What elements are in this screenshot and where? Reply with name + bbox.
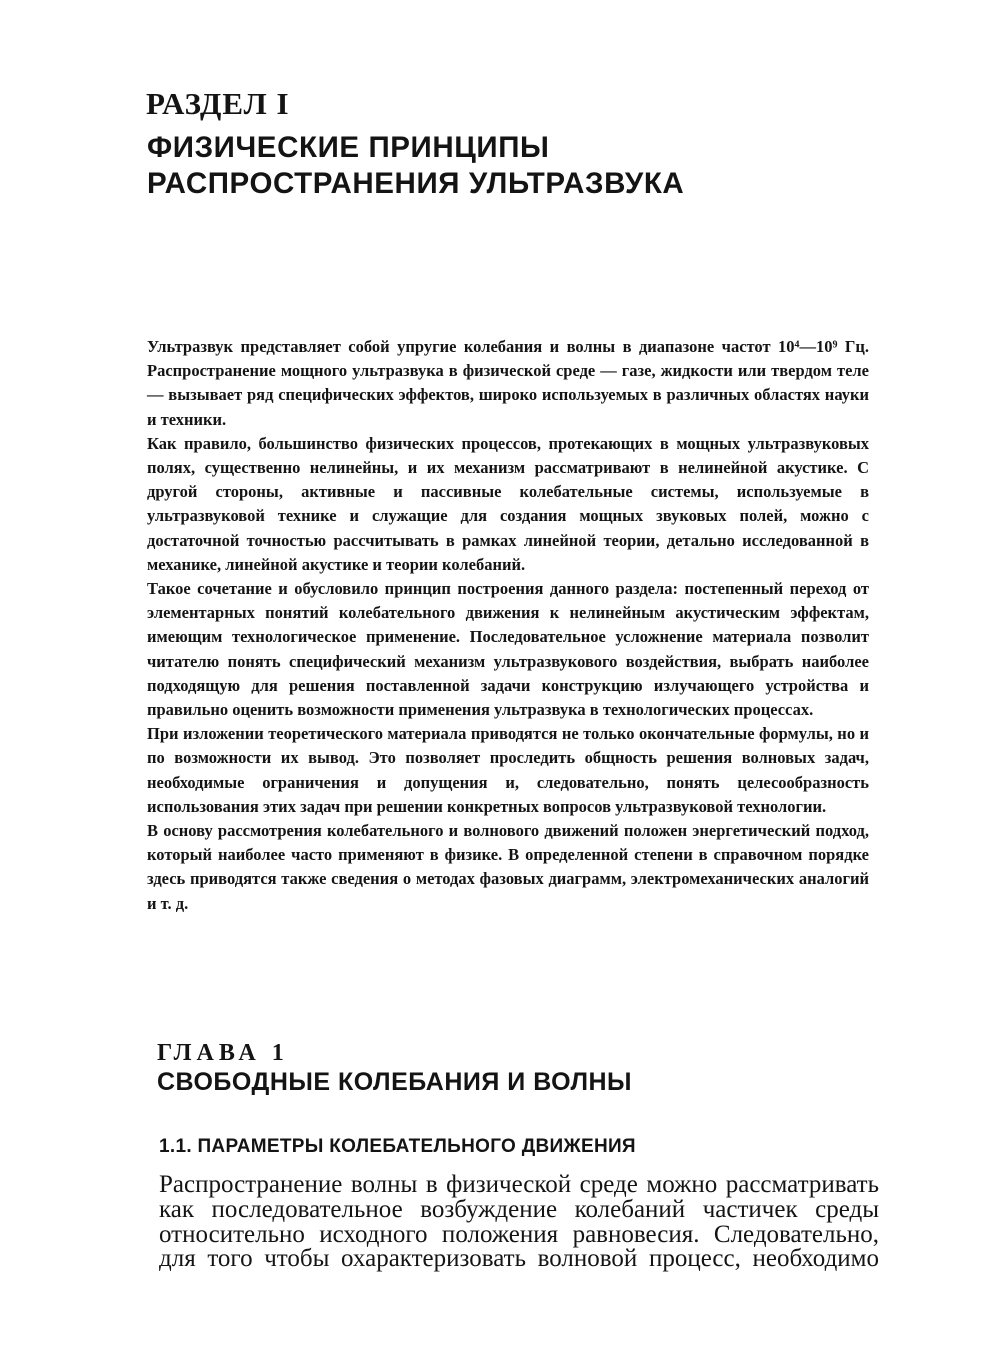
body-paragraph: Распространение волны в физической среде можно рассматривать как последовательное возбуждение колебаний частичек среды относительно исходного положения равновесия. Следовательно, для того чтобы охарактеризовать волновой процесс, необходимо bbox=[159, 1171, 879, 1273]
chapter-label: ГЛАВА 1 bbox=[157, 1040, 289, 1066]
intro-paragraph: В основу рассмотрения колебательного и волнового движений положен энергетический подход, который наиболее часто применяют в физике. В определенной степени в справочном порядке здесь приводятся также сведения о методах фазовых диаграмм, электромеханических аналогий и т. д. bbox=[147, 821, 869, 913]
section-label: РАЗДЕЛ I bbox=[146, 86, 290, 121]
chapter-title: СВОБОДНЫЕ КОЛЕБАНИЯ И ВОЛНЫ bbox=[157, 1068, 633, 1096]
subsection-title: 1.1. ПАРАМЕТРЫ КОЛЕБАТЕЛЬНОГО ДВИЖЕНИЯ bbox=[159, 1136, 636, 1157]
section-intro bbox=[147, 335, 869, 916]
intro-paragraph: Ультразвук представляет собой упругие колебания и волны в диапазоне частот 10⁴—10⁹ Гц. Распространение мощного ультразвука в физической среде — газе, жидкости или твердом теле — вызывает ряд специфических эффектов, широко используемых в различных областях науки и техники. bbox=[147, 337, 869, 429]
section-title: ФИЗИЧЕСКИЕ ПРИНЦИПЫ РАСПРОСТРАНЕНИЯ УЛЬТРАЗВУКА bbox=[147, 131, 685, 200]
intro-paragraph: При изложении теоретического материала приводятся не только окончательные формулы, но и по возможности их вывод. Это позволяет проследить общность решения волновых задач, необходимые ограничения и допущения и, следовательно, понять целесообразность использования этих задач при решении конкретных вопросов ультразвуковой технологии. bbox=[147, 724, 869, 816]
intro-paragraph: Такое сочетание и обусловило принцип построения данного раздела: постепенный переход от элементарных понятий колебательного движения к нелинейным акустическим эффектам, имеющим технологическое применение. Последовательное усложнение материала позволит читателю понять специфический механизм ультразвукового воздействия, выбрать наиболее подходящую для решения поставленной задачи конструкцию излучающего устройства и правильно оценить возможности применения ультразвука в технологических процессах. bbox=[147, 579, 869, 720]
intro-paragraph: Как правило, большинство физических процессов, протекающих в мощных ультразвуковых полях, существенно нелинейны, и их механизм рассматривают в нелинейной акустике. С другой стороны, активные и пассивные колебательные системы, используемые в ультразвуковой технике и служащие для создания мощных звуковых полей, можно с достаточной точностью рассчитывать в рамках линейной теории, детально исследованной в механике, линейной акустике и теории колебаний. bbox=[147, 433, 869, 574]
